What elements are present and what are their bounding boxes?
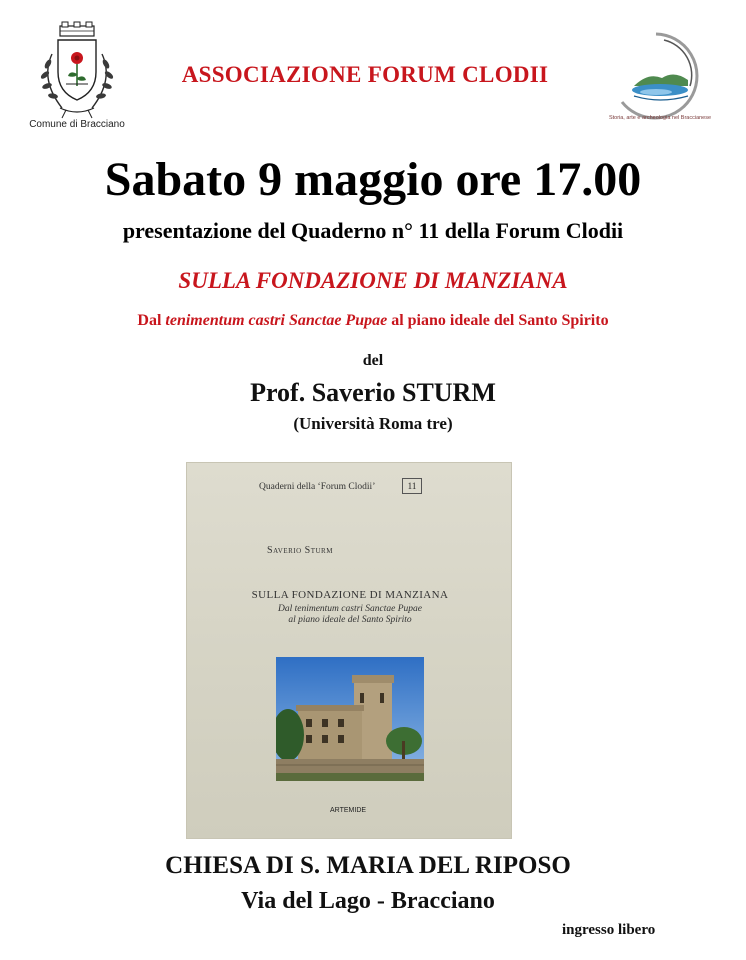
speaker-affiliation: (Università Roma tre) <box>293 414 453 433</box>
cover-publisher: ARTEMIDE <box>330 807 367 814</box>
del-word: del <box>362 352 384 369</box>
cover-issue-number: 11 <box>402 478 422 494</box>
book-subtitle-post: al piano ideale del Santo Spirito <box>387 312 609 329</box>
forum-tagline: Storia, arte e archeologia nel Braccianese <box>608 115 712 121</box>
cover-subtitle-line1: Dal tenimentum castri Sanctae Pupae <box>277 604 423 614</box>
cover-series-label: Quaderni della ‘Forum Clodii’ <box>259 482 376 492</box>
book-cover-image <box>186 462 512 839</box>
speaker-name: Prof. Saverio STURM <box>250 378 496 407</box>
castle-photo <box>276 657 424 781</box>
cover-author: Saverio Sturm <box>267 545 333 556</box>
venue-address: Via del Lago - Bracciano <box>241 888 495 914</box>
book-title: SULLA FONDAZIONE DI MANZIANA <box>178 268 568 293</box>
association-title: ASSOCIAZIONE FORUM CLODII <box>181 62 549 87</box>
book-subtitle-pre: Dal <box>137 312 166 329</box>
book-subtitle-italic: tenimentum castri Sanctae Pupae <box>165 312 388 329</box>
cover-subtitle-line2: al piano ideale del Santo Spirito <box>288 615 412 625</box>
venue-name: CHIESA DI S. MARIA DEL RIPOSO <box>165 852 571 879</box>
admission-note: ingresso libero <box>562 922 656 938</box>
book-subtitle <box>0 312 746 330</box>
event-subtitle: presentazione del Quaderno n° 11 della Forum Clodii <box>122 218 624 243</box>
event-date-heading: Sabato 9 maggio ore 17.00 <box>104 153 642 206</box>
municipality-caption: Comune di Bracciano <box>29 119 125 130</box>
cover-title: SULLA FONDAZIONE DI MANZIANA <box>251 589 449 601</box>
